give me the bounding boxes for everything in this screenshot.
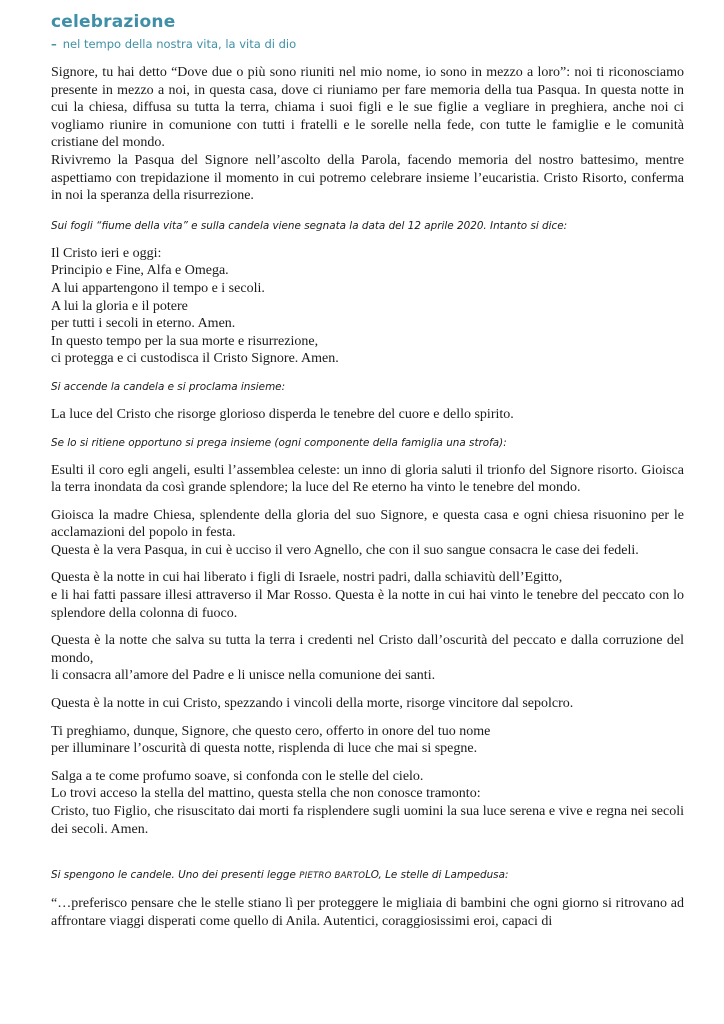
blessing-line: Il Cristo ieri e oggi:: [51, 245, 162, 261]
rubric-light: Si accende la candela e si proclama insieme:: [51, 380, 286, 393]
exsultet-line: li consacra all’amore del Padre e li unisce nella comunione dei santi.: [51, 668, 436, 684]
blessing-line: A lui la gloria e il potere: [51, 298, 188, 314]
exsultet-line: per illuminare l’oscurità di questa notte, risplenda di luce che mai si spegne.: [51, 741, 478, 757]
section-subtitle: [51, 36, 684, 52]
exsultet-line: Ti preghiamo, dunque, Signore, che questo cero, offerto in onore del tuo nome: [51, 723, 491, 739]
exsultet-line: Cristo, tuo Figlio, che risuscitato dai morti fa risplendere sugli uomini la sua luce serena e vive e regna nei secoli dei secoli. Amen.: [51, 804, 684, 837]
intro-paragraph-2: Rivivremo la Pasqua del Signore nell’ascolto della Parola, facendo memoria del nostro battesimo, mentre aspettiamo con trepidazione il momento in cui potremo celebrare insieme l’eucaristia. Cristo Risorto, conferma in noi la speranza della risurrezione.: [51, 152, 684, 204]
intro-paragraph-1: Signore, tu hai detto “Dove due o più sono riuniti nel mio nome, io sono in mezzo a loro”: noi ti riconosciamo presente in mezzo a noi, in questa casa, dove ci riuniamo per fare memoria della tua Pasqua. In questa notte in cui la chiesa, diffusa su tutta la terra, chiama i suoi figli e le sue figlie a vegliare in preghiera, anche noi ci vogliamo riunire in comunione con tutti i fratelli e le sorelle nella fede, con tutte le famiglie e le comunità cristiane del mondo.: [51, 65, 684, 151]
subtitle-text: nel tempo della nostra vita, la vita di dio: [62, 37, 297, 51]
exsultet-strophe: Questa è la notte in cui Cristo, spezzando i vincoli della morte, risorge vincitore dal sepolcro.: [51, 696, 574, 712]
reading-text: “…preferisco pensare che le stelle stiano lì per proteggere le migliaia di bambini che ogni giorno si ritrovano ad affrontare viaggi disperati come quello di Anila. Autentici, coraggiosissimi eroi, capaci di: [51, 896, 684, 929]
blessing-line: ci protegga e ci custodisca il Cristo Signore. Amen.: [51, 351, 339, 367]
exsultet-strophe: [51, 569, 684, 622]
blessing-line: per tutti i secoli in eterno. Amen.: [51, 316, 236, 332]
proclamation: La luce del Cristo che risorge glorioso disperda le tenebre del cuore e dello spirito.: [51, 406, 514, 422]
exsultet-line: Questa è la notte che salva su tutta la terra i credenti nel Cristo dall’oscurità del peccato e dalla corruzione del mondo,: [51, 633, 684, 666]
exsultet-line: Gioisca la madre Chiesa, splendente della gloria del suo Signore, e questa casa e ogni chiesa risuonino per le acclamazioni del popolo in festa.: [51, 507, 684, 541]
reading-author-tail: LO: [365, 869, 379, 882]
rubric-reading-text: Si spengono le candele. Uno dei presenti legge: [51, 869, 300, 882]
exsultet-line: Salga a te come profumo soave, si confonda con le stelle del cielo.: [51, 768, 424, 784]
exsultet-strophe: [51, 507, 684, 560]
exsultet-line: Questa è la vera Pasqua, in cui è ucciso il vero Agnello, che con il suo sangue consacra le case dei fedeli.: [51, 542, 639, 558]
exsultet-line: Questa è la notte in cui hai liberato i figli di Israele, nostri padri, dalla schiavitù dell’Egitto,: [51, 570, 563, 586]
exsultet-strophe: [51, 723, 684, 758]
exsultet-strophe: [51, 632, 684, 685]
blessing-line: In questo tempo per la sua morte e risurrezione,: [51, 333, 319, 349]
exsultet-line: Lo trovi acceso la stella del mattino, questa stella che non conosce tramonto:: [51, 786, 481, 802]
exsultet-line: e li hai fatti passare illesi attraverso il Mar Rosso. Questa è la notte in cui hai vinto le tenebre del peccato con lo splendore della colonna di fuoco.: [51, 588, 684, 621]
blessing-line: Principio e Fine, Alfa e Omega.: [51, 263, 229, 279]
subtitle-dash: –: [51, 37, 57, 51]
section-title: celebrazione: [51, 12, 176, 32]
reading-author: PIETRO BARTO: [299, 871, 366, 882]
rubric-candle-date: Sui fogli “fiume della vita” e sulla candela viene segnata la data del 12 aprile 2020. Intanto si dice:: [51, 219, 568, 232]
blessing-line: A lui appartengono il tempo e i secoli.: [51, 280, 265, 296]
blessing: [51, 245, 684, 368]
rubric-exsultet: Se lo si ritiene opportuno si prega insieme (ogni componente della famiglia una strofa):: [51, 436, 507, 449]
exsultet-strophe: Esulti il coro egli angeli, esulti l’assemblea celeste: un inno di gloria saluti il trionfo del Signore risorto. Gioisca la terra inondata da così grande splendore; la luce del Re eterno ha vinto le tenebre del mondo.: [51, 462, 684, 496]
reading-source: , Le stelle di Lampedusa:: [378, 869, 509, 882]
rubric-reading: [51, 868, 684, 883]
exsultet-strophe: [51, 768, 684, 838]
